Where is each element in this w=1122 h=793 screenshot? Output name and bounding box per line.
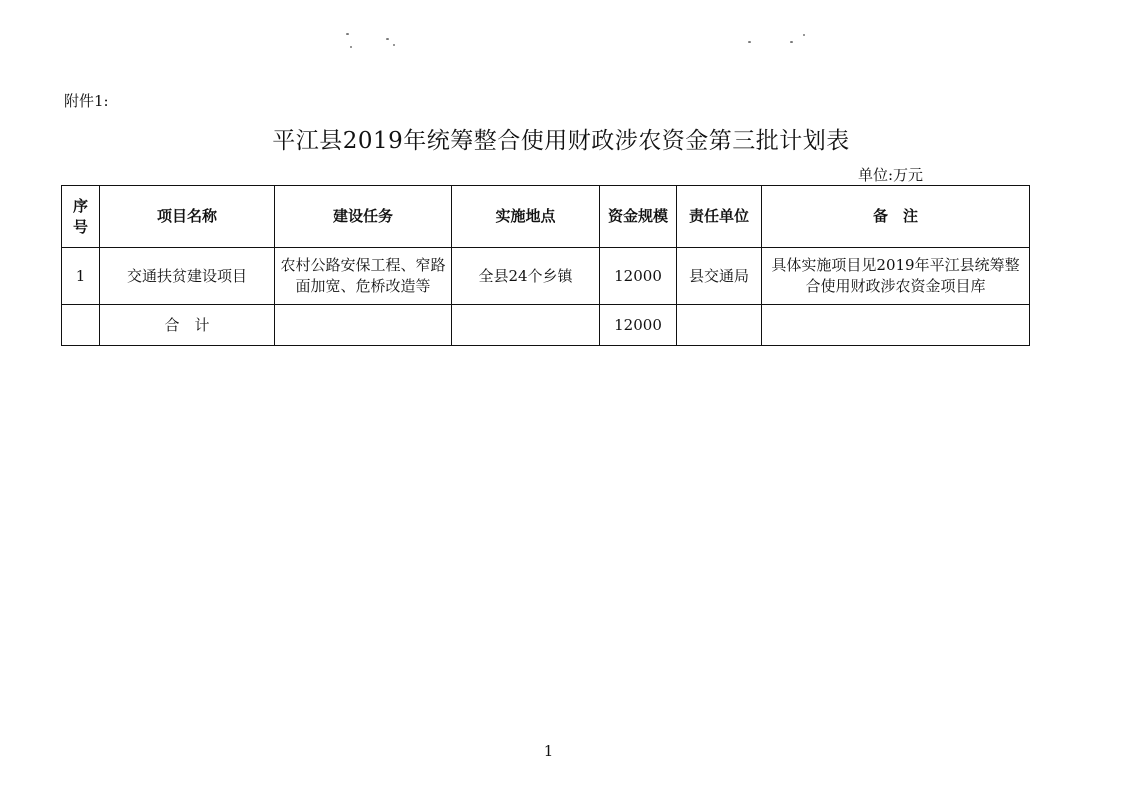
header-fund-scale: 资金规模: [600, 186, 677, 248]
cell-project-name: 交通扶贫建设项目: [100, 248, 275, 305]
attachment-label: 附件1:: [64, 92, 109, 110]
scan-speck: [393, 44, 395, 46]
header-construction-task: 建设任务: [275, 186, 452, 248]
header-serial: 序号: [62, 186, 100, 248]
header-location: 实施地点: [452, 186, 600, 248]
total-empty-cell: [762, 305, 1030, 346]
scan-speck: [803, 34, 805, 36]
total-row: [62, 305, 1030, 346]
total-empty-cell: [62, 305, 100, 346]
table-header-row: [62, 186, 1030, 248]
scan-speck: [386, 38, 389, 40]
total-empty-cell: [677, 305, 762, 346]
cell-location: 全县24个乡镇: [452, 248, 600, 305]
table-row: [62, 248, 1030, 305]
scan-speck: [790, 41, 793, 43]
scan-speck: [748, 41, 751, 43]
document-title: 平江县2019年统筹整合使用财政涉农资金第三批计划表: [272, 128, 850, 154]
header-project-name: 项目名称: [100, 186, 275, 248]
cell-remarks: 具体实施项目见2019年平江县统筹整合使用财政涉农资金项目库: [762, 248, 1030, 305]
header-responsible-unit: 责任单位: [677, 186, 762, 248]
cell-serial: 1: [62, 248, 100, 305]
scan-speck: [350, 46, 352, 48]
cell-construction-task: 农村公路安保工程、窄路面加宽、危桥改造等: [275, 248, 452, 305]
page-number: 1: [543, 742, 554, 760]
cell-responsible-unit: 县交通局: [677, 248, 762, 305]
total-label: 合 计: [100, 305, 275, 346]
cell-fund-scale: 12000: [600, 248, 677, 305]
plan-table: [61, 185, 1030, 346]
total-amount: 12000: [600, 305, 677, 346]
unit-label: 单位:万元: [858, 166, 924, 184]
total-empty-cell: [275, 305, 452, 346]
scan-speck: [346, 33, 349, 35]
total-empty-cell: [452, 305, 600, 346]
header-remarks: 备 注: [762, 186, 1030, 248]
